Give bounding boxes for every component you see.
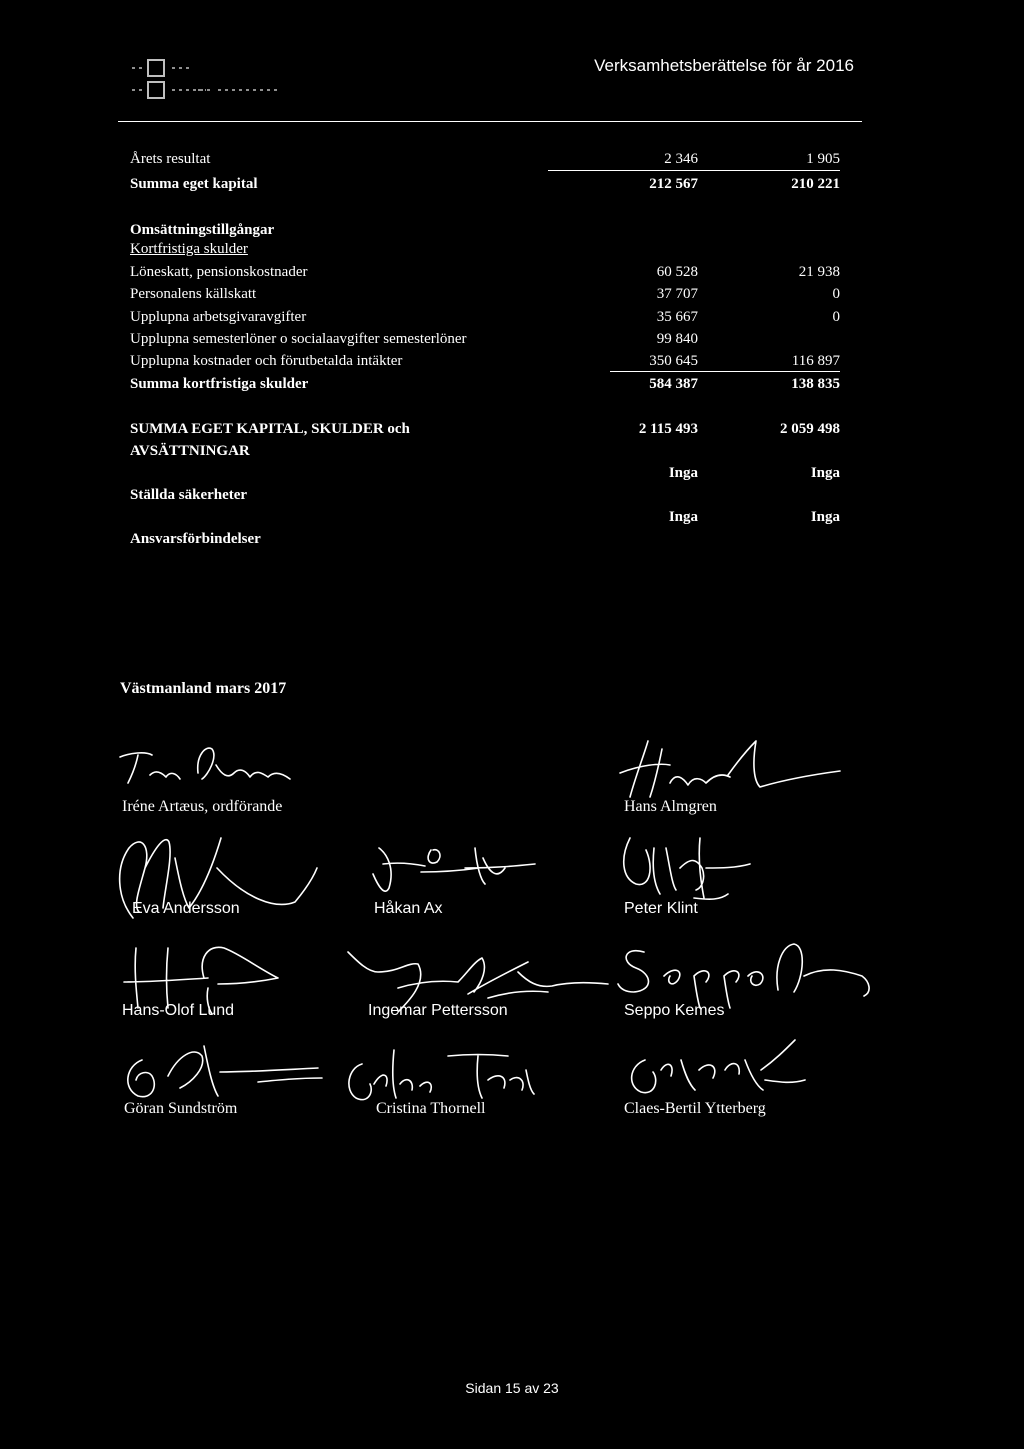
pledged-value-2015: Inga	[810, 465, 840, 481]
equity-total-label: Summa eget kapital	[130, 176, 258, 192]
liability-row-value-2016: 60 528	[656, 264, 698, 280]
section-heading: Omsättningstillgångar	[130, 222, 275, 238]
signatory-name: Håkan Ax	[374, 900, 443, 917]
signatory-name: Göran Sundström	[124, 1100, 238, 1117]
liability-row-label: Upplupna semesterlöner o socialaavgifter semesterlöner	[130, 331, 467, 347]
sum-rule	[610, 371, 840, 372]
pledged-value-2016: Inga	[668, 465, 698, 481]
signatory-name: Hans Almgren	[624, 798, 717, 815]
liabilities-total-label: Summa kortfristiga skulder	[130, 376, 309, 392]
grand-total-label-line2: AVSÄTTNINGAR	[130, 443, 250, 459]
signature-ytterberg	[615, 1030, 815, 1110]
contingent-value-2016: Inga	[668, 509, 698, 525]
header-divider	[118, 121, 862, 122]
archive-logo	[128, 58, 308, 104]
liabilities-total-value-2015: 138 835	[791, 376, 840, 392]
liability-row-value-2016: 35 667	[656, 309, 698, 325]
signatory-name: Hans-Olof Lund	[122, 1002, 235, 1019]
liability-row-label: Löneskatt, pensionskostnader	[130, 264, 308, 280]
liability-row-value-2015: 116 897	[791, 353, 840, 369]
signatory-name: Peter Klint	[624, 900, 698, 917]
liability-row-value-2016: 350 645	[649, 353, 698, 369]
liability-row-label: Personalens källskatt	[130, 286, 257, 302]
liability-row-label: Upplupna kostnader och förutbetalda intäkter	[130, 353, 403, 369]
signatory-name: Cristina Thornell	[376, 1100, 486, 1117]
liabilities-total-value-2016: 584 387	[649, 376, 698, 392]
signatory-name: Claes-Bertil Ytterberg	[624, 1100, 766, 1117]
grand-total-value-2016: 2 115 493	[638, 421, 698, 437]
equity-row-value-2016: 2 346	[664, 151, 698, 167]
page-number: Sidan 15 av 23	[465, 1380, 559, 1396]
liability-row-label: Upplupna arbetsgivaravgifter	[130, 309, 307, 325]
signatory-name: Seppo Kemes	[624, 1002, 725, 1019]
liability-row-value-2016: 37 707	[656, 286, 698, 302]
signature-artaeus	[110, 735, 310, 795]
report-title: Verksamhetsberättelse för år 2016	[594, 56, 854, 75]
signatory-name: Iréne Artæus, ordförande	[122, 798, 283, 815]
liability-row-value-2015: 0	[832, 286, 840, 302]
signatory-name: Ingemar Pettersson	[368, 1002, 508, 1019]
signature-almgren	[610, 735, 850, 801]
signature-ax	[365, 838, 545, 900]
place-date: Västmanland mars 2017	[120, 680, 287, 697]
liability-row-value-2016: 99 840	[656, 331, 698, 347]
grand-total-label-line1: SUMMA EGET KAPITAL, SKULDER och	[130, 421, 410, 437]
equity-total-value-2016: 212 567	[649, 176, 698, 192]
sum-rule	[548, 170, 840, 171]
equity-row-value-2015: 1 905	[806, 151, 840, 167]
contingent-label: Ansvarsförbindelser	[130, 531, 261, 547]
signatory-name: Eva Andersson	[132, 900, 240, 917]
liability-row-value-2015: 0	[832, 309, 840, 325]
pledged-label: Ställda säkerheter	[130, 487, 248, 503]
equity-total-value-2015: 210 221	[791, 176, 840, 192]
liability-row-value-2015: 21 938	[798, 264, 840, 280]
grand-total-value-2015: 2 059 498	[780, 421, 840, 437]
equity-row-label: Årets resultat	[130, 151, 211, 167]
contingent-value-2015: Inga	[810, 509, 840, 525]
section-subheading: Kortfristiga skulder	[130, 241, 248, 257]
